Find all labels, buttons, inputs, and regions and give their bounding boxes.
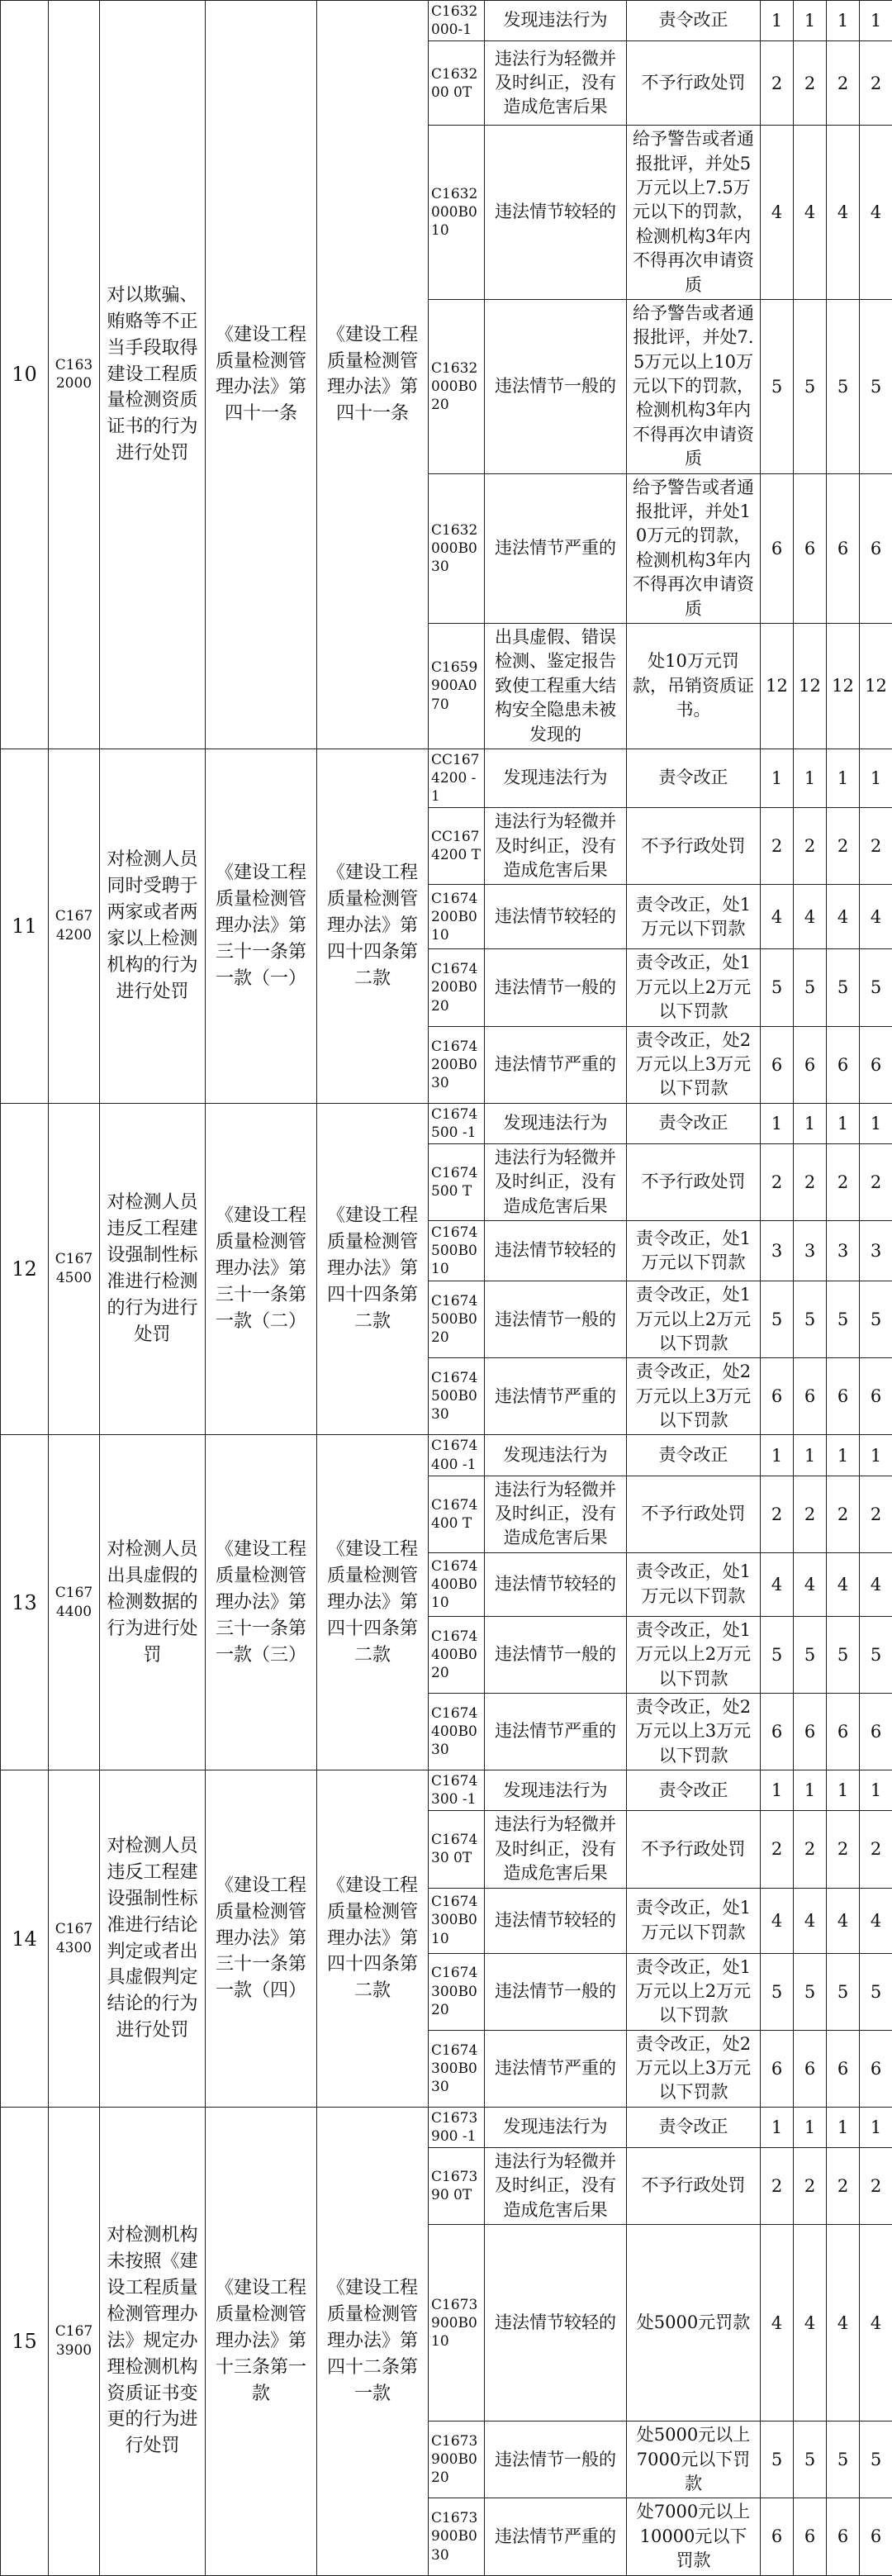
penalty-cell: 责令改正 <box>627 1770 761 1811</box>
level-cell-4: 2 <box>860 1811 892 1888</box>
level-cell-3: 6 <box>827 2498 860 2575</box>
level-cell-3: 6 <box>827 473 860 623</box>
level-cell-1: 4 <box>761 2225 794 2422</box>
level-cell-4: 1 <box>860 1103 892 1143</box>
level-cell-3: 5 <box>827 2422 860 2498</box>
level-cell-2: 1 <box>794 1435 827 1476</box>
level-cell-3: 2 <box>827 41 860 126</box>
item-code-cell: C1632000 <box>49 1 100 749</box>
level-cell-4: 6 <box>860 1358 892 1435</box>
sub-code-cell: C1674400 -1 <box>429 1435 485 1476</box>
level-cell-4: 1 <box>860 1435 892 1476</box>
level-cell-1: 2 <box>761 1476 794 1552</box>
circumstance-cell: 违法情节严重的 <box>485 1026 627 1103</box>
level-cell-4: 6 <box>860 1693 892 1770</box>
level-cell-2: 4 <box>794 1552 827 1616</box>
sub-code-cell: C1674500 -1 <box>429 1103 485 1143</box>
level-cell-1: 6 <box>761 1358 794 1435</box>
circumstance-cell: 违法情节较轻的 <box>485 1888 627 1953</box>
penalty-cell: 不予行政处罚 <box>627 2148 761 2225</box>
table-row <box>1 1770 892 1811</box>
penalty-basis-cell: 《建设工程质量检测管理办法》第四十四条第二款 <box>317 749 429 1103</box>
level-cell-1: 5 <box>761 949 794 1026</box>
level-cell-2: 2 <box>794 808 827 885</box>
level-cell-2: 5 <box>794 299 827 473</box>
penalty-cell: 不予行政处罚 <box>627 1143 761 1220</box>
circumstance-cell: 出具虚假、错误检测、鉴定报告致使工程重大结构安全隐患未被发现的 <box>485 624 627 749</box>
violation-basis-cell: 《建设工程质量检测管理办法》第三十一条第一款（四） <box>206 1770 317 2108</box>
level-cell-3: 5 <box>827 1616 860 1693</box>
seq-number-cell: 11 <box>1 749 49 1103</box>
penalty-cell: 不予行政处罚 <box>627 1476 761 1552</box>
level-cell-1: 6 <box>761 2030 794 2107</box>
level-cell-2: 6 <box>794 473 827 623</box>
level-cell-2: 4 <box>794 2225 827 2422</box>
sub-code-cell: C1674400 T <box>429 1476 485 1552</box>
level-cell-2: 1 <box>794 1 827 41</box>
circumstance-cell: 发现违法行为 <box>485 2107 627 2147</box>
violation-basis-cell: 《建设工程质量检测管理办法》第三十一条第一款（一） <box>206 749 317 1103</box>
table-row <box>1 2107 892 2147</box>
level-cell-3: 1 <box>827 1103 860 1143</box>
level-cell-3: 4 <box>827 1552 860 1616</box>
penalty-cell: 责令改正 <box>627 2107 761 2147</box>
circumstance-cell: 违法情节较轻的 <box>485 2225 627 2422</box>
circumstance-cell: 违法情节一般的 <box>485 299 627 473</box>
sub-code-cell: C167430 0T <box>429 1811 485 1888</box>
penalty-cell: 给予警告或者通报批评，并处5万元以上7.5万元以下的罚款，检测机构3年内不得再次申请资质 <box>627 126 761 300</box>
sub-code-cell: CC1674200 T <box>429 808 485 885</box>
level-cell-4: 2 <box>860 1476 892 1552</box>
level-cell-3: 1 <box>827 1770 860 1811</box>
level-cell-3: 2 <box>827 1143 860 1220</box>
level-cell-1: 6 <box>761 1693 794 1770</box>
circumstance-cell: 发现违法行为 <box>485 1 627 41</box>
level-cell-3: 6 <box>827 1358 860 1435</box>
level-cell-2: 2 <box>794 41 827 126</box>
level-cell-4: 6 <box>860 2030 892 2107</box>
penalty-cell: 责令改正，处1万元以上2万元以下罚款 <box>627 1281 761 1358</box>
table-row <box>1 1 892 41</box>
circumstance-cell: 违法行为轻微并及时纠正，没有造成危害后果 <box>485 41 627 126</box>
penalty-cell: 责令改正，处1万元以上2万元以下罚款 <box>627 949 761 1026</box>
penalty-basis-cell: 《建设工程质量检测管理办法》第四十二条第一款 <box>317 2107 429 2575</box>
level-cell-4: 5 <box>860 949 892 1026</box>
item-code-cell: C1673900 <box>49 2107 100 2575</box>
level-cell-4: 1 <box>860 1770 892 1811</box>
circumstance-cell: 违法行为轻微并及时纠正，没有造成危害后果 <box>485 2148 627 2225</box>
item-name-cell: 对检测人员违反工程建设强制性标准进行结论判定或者出具虚假判定结论的行为进行处罚 <box>100 1770 206 2108</box>
penalty-cell: 不予行政处罚 <box>627 41 761 126</box>
level-cell-1: 1 <box>761 2107 794 2147</box>
level-cell-4: 12 <box>860 624 892 749</box>
sub-code-cell: C1674400B020 <box>429 1616 485 1693</box>
circumstance-cell: 违法情节严重的 <box>485 2030 627 2107</box>
penalty-cell: 责令改正，处1万元以上2万元以下罚款 <box>627 1953 761 2030</box>
level-cell-4: 2 <box>860 1143 892 1220</box>
item-name-cell: 对检测人员同时受聘于两家或者两家以上检测机构的行为进行处罚 <box>100 749 206 1103</box>
sub-code-cell: C1673900B010 <box>429 2225 485 2422</box>
level-cell-1: 5 <box>761 1953 794 2030</box>
seq-number-cell: 12 <box>1 1103 49 1435</box>
level-cell-2: 5 <box>794 1953 827 2030</box>
penalty-cell: 责令改正，处2万元以上3万元以下罚款 <box>627 1693 761 1770</box>
circumstance-cell: 违法情节严重的 <box>485 2498 627 2575</box>
level-cell-1: 1 <box>761 749 794 807</box>
seq-number-cell: 10 <box>1 1 49 749</box>
level-cell-2: 6 <box>794 2030 827 2107</box>
penalty-cell: 处5000元以上7000元以下罚款 <box>627 2422 761 2498</box>
level-cell-4: 5 <box>860 1281 892 1358</box>
level-cell-3: 6 <box>827 1693 860 1770</box>
level-cell-3: 2 <box>827 1476 860 1552</box>
level-cell-3: 5 <box>827 949 860 1026</box>
item-name-cell: 对检测人员违反工程建设强制性标准进行检测的行为进行处罚 <box>100 1103 206 1435</box>
item-code-cell: C1674300 <box>49 1770 100 2108</box>
level-cell-1: 4 <box>761 126 794 300</box>
circumstance-cell: 违法行为轻微并及时纠正，没有造成危害后果 <box>485 1476 627 1552</box>
sub-code-cell: C1674400B030 <box>429 1693 485 1770</box>
seq-number-cell: 15 <box>1 2107 49 2575</box>
penalty-cell: 责令改正 <box>627 1435 761 1476</box>
violation-basis-cell: 《建设工程质量检测管理办法》第三十一条第一款（二） <box>206 1103 317 1435</box>
circumstance-cell: 违法情节一般的 <box>485 1953 627 2030</box>
level-cell-1: 6 <box>761 473 794 623</box>
level-cell-3: 2 <box>827 2148 860 2225</box>
level-cell-4: 4 <box>860 1552 892 1616</box>
circumstance-cell: 违法情节一般的 <box>485 949 627 1026</box>
level-cell-2: 4 <box>794 126 827 300</box>
level-cell-1: 6 <box>761 2498 794 2575</box>
circumstance-cell: 违法情节较轻的 <box>485 126 627 300</box>
circumstance-cell: 违法情节一般的 <box>485 1616 627 1693</box>
level-cell-2: 5 <box>794 949 827 1026</box>
level-cell-2: 1 <box>794 1103 827 1143</box>
sub-code-cell: C1674300B020 <box>429 1953 485 2030</box>
sub-code-cell: C1673900B030 <box>429 2498 485 2575</box>
level-cell-1: 1 <box>761 1770 794 1811</box>
circumstance-cell: 违法行为轻微并及时纠正，没有造成危害后果 <box>485 1811 627 1888</box>
penalty-cell: 处5000元罚款 <box>627 2225 761 2422</box>
sub-code-cell: C1674500B020 <box>429 1281 485 1358</box>
level-cell-4: 1 <box>860 2107 892 2147</box>
penalty-cell: 不予行政处罚 <box>627 808 761 885</box>
level-cell-1: 1 <box>761 1435 794 1476</box>
seq-number-cell: 13 <box>1 1435 49 1770</box>
level-cell-1: 4 <box>761 885 794 949</box>
level-cell-3: 12 <box>827 624 860 749</box>
seq-number-cell: 14 <box>1 1770 49 2108</box>
sub-code-cell: C1674200B020 <box>429 949 485 1026</box>
level-cell-4: 6 <box>860 473 892 623</box>
penalty-cell: 责令改正，处1万元以下罚款 <box>627 885 761 949</box>
violation-basis-cell: 《建设工程质量检测管理办法》第四十一条 <box>206 1 317 749</box>
sub-code-cell: C1674200B030 <box>429 1026 485 1103</box>
circumstance-cell: 违法情节严重的 <box>485 473 627 623</box>
level-cell-3: 1 <box>827 749 860 807</box>
item-code-cell: C1674400 <box>49 1435 100 1770</box>
circumstance-cell: 违法情节较轻的 <box>485 1552 627 1616</box>
circumstance-cell: 发现违法行为 <box>485 749 627 807</box>
level-cell-1: 4 <box>761 1552 794 1616</box>
level-cell-4: 4 <box>860 2225 892 2422</box>
level-cell-4: 5 <box>860 1953 892 2030</box>
circumstance-cell: 违法行为轻微并及时纠正，没有造成危害后果 <box>485 1143 627 1220</box>
penalty-basis-cell: 《建设工程质量检测管理办法》第四十四条第二款 <box>317 1770 429 2108</box>
level-cell-3: 3 <box>827 1221 860 1281</box>
level-cell-1: 1 <box>761 1 794 41</box>
penalty-cell: 责令改正 <box>627 1 761 41</box>
sub-code-cell: C1632000B010 <box>429 126 485 300</box>
level-cell-3: 1 <box>827 1435 860 1476</box>
level-cell-3: 2 <box>827 1811 860 1888</box>
sub-code-cell: C1674300B010 <box>429 1888 485 1953</box>
sub-code-cell: C167390 0T <box>429 2148 485 2225</box>
penalty-cell: 责令改正，处1万元以下罚款 <box>627 1221 761 1281</box>
penalty-cell: 处10万元罚款，吊销资质证书。 <box>627 624 761 749</box>
penalty-cell: 责令改正，处2万元以上3万元以下罚款 <box>627 1026 761 1103</box>
sub-code-cell: C1673900 -1 <box>429 2107 485 2147</box>
penalty-cell: 责令改正 <box>627 749 761 807</box>
level-cell-2: 3 <box>794 1221 827 1281</box>
level-cell-3: 5 <box>827 1953 860 2030</box>
penalty-cell: 处7000元以上10000元以下罚款 <box>627 2498 761 2575</box>
level-cell-3: 4 <box>827 1888 860 1953</box>
circumstance-cell: 违法情节较轻的 <box>485 1221 627 1281</box>
sub-code-cell: C1659900A070 <box>429 624 485 749</box>
level-cell-4: 5 <box>860 1616 892 1693</box>
circumstance-cell: 违法情节一般的 <box>485 1281 627 1358</box>
level-cell-1: 3 <box>761 1221 794 1281</box>
level-cell-1: 5 <box>761 1281 794 1358</box>
level-cell-4: 6 <box>860 2498 892 2575</box>
item-name-cell: 对检测机构未按照《建设工程质量检测管理办法》规定办理检测机构资质证书变更的行为进行处罚 <box>100 2107 206 2575</box>
penalty-cell: 责令改正，处2万元以上3万元以下罚款 <box>627 1358 761 1435</box>
level-cell-3: 5 <box>827 299 860 473</box>
circumstance-cell: 发现违法行为 <box>485 1103 627 1143</box>
sub-code-cell: C1674400B010 <box>429 1552 485 1616</box>
level-cell-2: 1 <box>794 1770 827 1811</box>
level-cell-2: 2 <box>794 1143 827 1220</box>
level-cell-2: 6 <box>794 1693 827 1770</box>
level-cell-2: 6 <box>794 1358 827 1435</box>
level-cell-2: 2 <box>794 2148 827 2225</box>
penalty-cell: 责令改正，处1万元以下罚款 <box>627 1888 761 1953</box>
level-cell-4: 3 <box>860 1221 892 1281</box>
sub-code-cell: C1674200B010 <box>429 885 485 949</box>
level-cell-2: 4 <box>794 1888 827 1953</box>
level-cell-3: 4 <box>827 885 860 949</box>
circumstance-cell: 发现违法行为 <box>485 1435 627 1476</box>
sub-code-cell: C1674300 -1 <box>429 1770 485 1811</box>
level-cell-4: 5 <box>860 2422 892 2498</box>
penalty-cell: 责令改正，处2万元以上3万元以下罚款 <box>627 2030 761 2107</box>
level-cell-4: 4 <box>860 126 892 300</box>
level-cell-2: 6 <box>794 2498 827 2575</box>
table-body <box>1 1 892 2576</box>
level-cell-1: 5 <box>761 299 794 473</box>
level-cell-3: 4 <box>827 126 860 300</box>
level-cell-3: 2 <box>827 808 860 885</box>
circumstance-cell: 违法情节严重的 <box>485 1693 627 1770</box>
level-cell-1: 2 <box>761 808 794 885</box>
level-cell-2: 4 <box>794 885 827 949</box>
level-cell-2: 12 <box>794 624 827 749</box>
penalty-cell: 给予警告或者通报批评，并处7.5万元以上10万元以下的罚款，检测机构3年内不得再次申请资质 <box>627 299 761 473</box>
level-cell-1: 2 <box>761 1811 794 1888</box>
table-row <box>1 1103 892 1143</box>
violation-basis-cell: 《建设工程质量检测管理办法》第十三条第一款 <box>206 2107 317 2575</box>
item-name-cell: 对检测人员出具虚假的检测数据的行为进行处罚 <box>100 1435 206 1770</box>
level-cell-2: 5 <box>794 1616 827 1693</box>
penalty-basis-cell: 《建设工程质量检测管理办法》第四十四条第二款 <box>317 1435 429 1770</box>
penalty-basis-cell: 《建设工程质量检测管理办法》第四十四条第二款 <box>317 1103 429 1435</box>
level-cell-4: 5 <box>860 299 892 473</box>
level-cell-4: 4 <box>860 885 892 949</box>
penalty-cell: 给予警告或者通报批评，并处10万元的罚款，检测机构3年内不得再次申请资质 <box>627 473 761 623</box>
penalty-cell: 责令改正，处1万元以上2万元以下罚款 <box>627 1616 761 1693</box>
circumstance-cell: 违法情节一般的 <box>485 2422 627 2498</box>
penalty-basis-cell: 《建设工程质量检测管理办法》第四十一条 <box>317 1 429 749</box>
penalty-cell: 责令改正，处1万元以下罚款 <box>627 1552 761 1616</box>
sub-code-cell: C163200 0T <box>429 41 485 126</box>
sub-code-cell: C1674500B030 <box>429 1358 485 1435</box>
level-cell-3: 5 <box>827 1281 860 1358</box>
sub-code-cell: C1632000B030 <box>429 473 485 623</box>
level-cell-2: 1 <box>794 749 827 807</box>
sub-code-cell: C1674500 T <box>429 1143 485 1220</box>
level-cell-1: 2 <box>761 41 794 126</box>
level-cell-3: 1 <box>827 1 860 41</box>
level-cell-2: 2 <box>794 1476 827 1552</box>
sub-code-cell: CC1674200 -1 <box>429 749 485 807</box>
level-cell-4: 2 <box>860 41 892 126</box>
level-cell-2: 5 <box>794 1281 827 1358</box>
level-cell-1: 12 <box>761 624 794 749</box>
sub-code-cell: C1673900B020 <box>429 2422 485 2498</box>
level-cell-4: 4 <box>860 1888 892 1953</box>
table-row <box>1 1435 892 1476</box>
level-cell-4: 6 <box>860 1026 892 1103</box>
level-cell-2: 5 <box>794 2422 827 2498</box>
level-cell-4: 1 <box>860 749 892 807</box>
level-cell-2: 6 <box>794 1026 827 1103</box>
circumstance-cell: 违法情节较轻的 <box>485 885 627 949</box>
item-code-cell: C1674200 <box>49 749 100 1103</box>
level-cell-1: 2 <box>761 2148 794 2225</box>
sub-code-cell: C1674300B030 <box>429 2030 485 2107</box>
item-name-cell: 对以欺骗、贿赂等不正当手段取得建设工程质量检测资质证书的行为进行处罚 <box>100 1 206 749</box>
level-cell-4: 1 <box>860 1 892 41</box>
circumstance-cell: 违法行为轻微并及时纠正，没有造成危害后果 <box>485 808 627 885</box>
level-cell-1: 5 <box>761 2422 794 2498</box>
level-cell-1: 2 <box>761 1143 794 1220</box>
level-cell-1: 1 <box>761 1103 794 1143</box>
level-cell-4: 2 <box>860 808 892 885</box>
circumstance-cell: 违法情节严重的 <box>485 1358 627 1435</box>
level-cell-1: 4 <box>761 1888 794 1953</box>
sub-code-cell: C1632000B020 <box>429 299 485 473</box>
level-cell-1: 5 <box>761 1616 794 1693</box>
sub-code-cell: C1674500B010 <box>429 1221 485 1281</box>
level-cell-2: 1 <box>794 2107 827 2147</box>
level-cell-3: 6 <box>827 2030 860 2107</box>
sub-code-cell: C1632000-1 <box>429 1 485 41</box>
level-cell-3: 4 <box>827 2225 860 2422</box>
violation-basis-cell: 《建设工程质量检测管理办法》第三十一条第一款（三） <box>206 1435 317 1770</box>
table-row <box>1 749 892 807</box>
level-cell-2: 2 <box>794 1811 827 1888</box>
circumstance-cell: 发现违法行为 <box>485 1770 627 1811</box>
item-code-cell: C1674500 <box>49 1103 100 1435</box>
level-cell-3: 1 <box>827 2107 860 2147</box>
level-cell-4: 2 <box>860 2148 892 2225</box>
level-cell-3: 6 <box>827 1026 860 1103</box>
level-cell-1: 6 <box>761 1026 794 1103</box>
penalty-cell: 责令改正 <box>627 1103 761 1143</box>
penalty-cell: 不予行政处罚 <box>627 1811 761 1888</box>
